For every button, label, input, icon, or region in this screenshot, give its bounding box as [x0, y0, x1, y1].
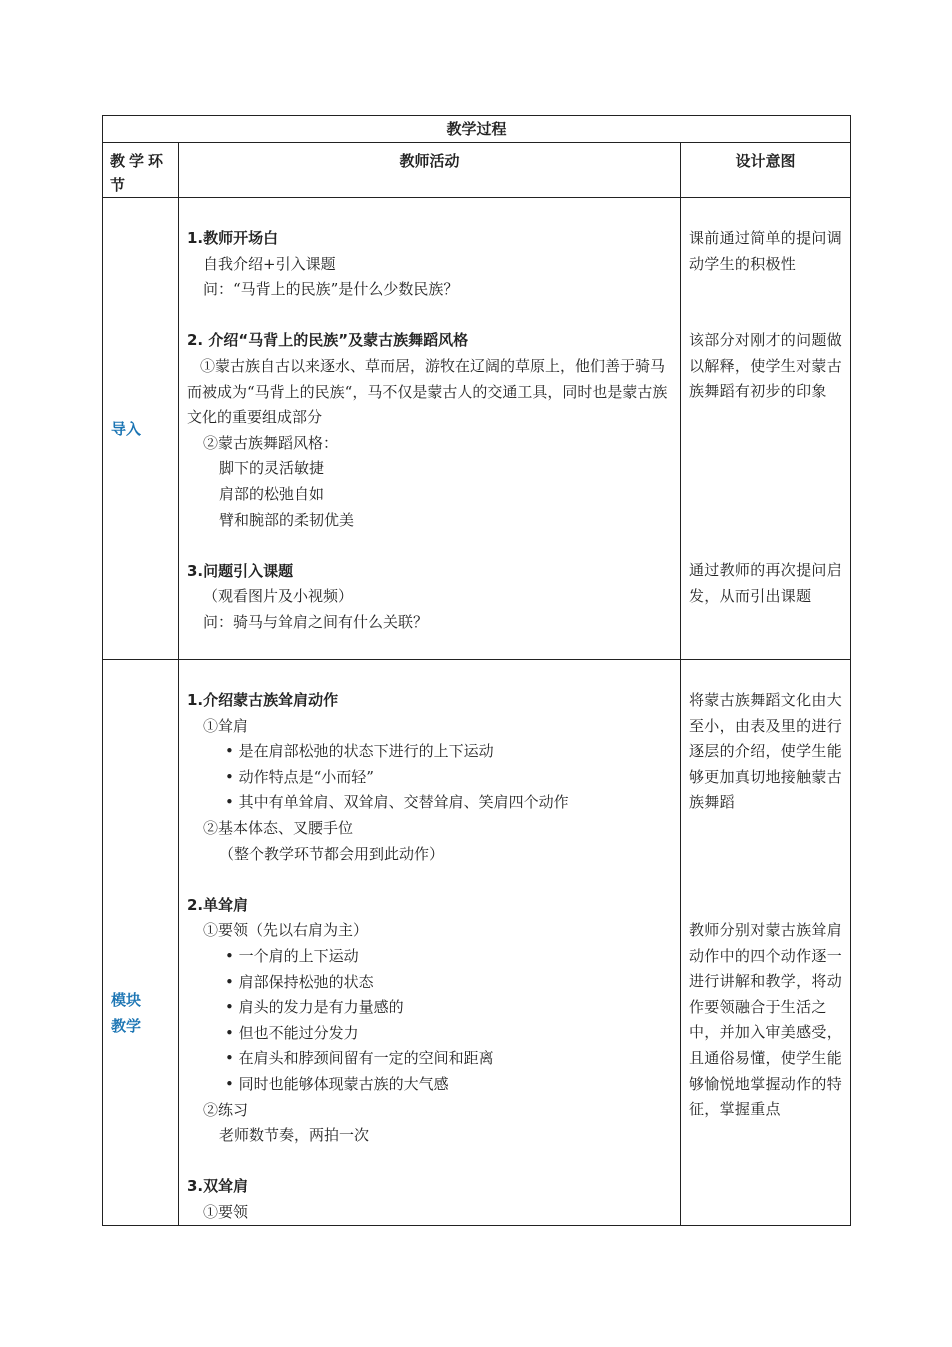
item-subtitle: ②基本体态、叉腰手位 — [203, 818, 354, 837]
header-activity: 教师活动 — [179, 143, 681, 198]
intent-text: 课前通过简单的提问调动学生的积极性 — [689, 229, 843, 273]
item-line: （观看图片及小视频） — [203, 587, 354, 606]
item-subtitle: ①要领 — [203, 1202, 249, 1221]
header-stage: 教学环节 — [103, 143, 179, 198]
item-paragraph: ①蒙古族自古以来逐水、草而居，游牧在辽阔的草原上，他们善于骑马而被成为“马背上的民族“，马不仅是蒙古人的交通工具，同时也是蒙古族文化的重要组成部分 — [187, 356, 668, 427]
bullet-item: • 肩头的发力是有力量感的 — [187, 995, 674, 1021]
header-intent: 设计意图 — [681, 143, 851, 198]
bullet-item: • 同时也能够体现蒙古族的大气感 — [187, 1072, 674, 1098]
item-subtitle: ②蒙古族舞蹈风格： — [203, 433, 339, 452]
activity-intro — [179, 198, 681, 660]
bullet-item: • 一个肩的上下运动 — [187, 944, 674, 970]
item-subtitle: ①耸肩 — [203, 716, 249, 735]
item-line: 臂和腕部的柔韧优美 — [219, 510, 355, 529]
intent-text: 教师分别对蒙古族耸肩动作中的四个动作逐一进行讲解和教学，将动作要领融合于生活之中，并加入审美感受，且通俗易懂，使学生能够愉悦地掌握动作的特征，掌握重点 — [689, 921, 843, 1119]
item-subtitle: ②练习 — [203, 1100, 249, 1119]
item-heading: 1.介绍蒙古族耸肩动作 — [187, 691, 339, 709]
bullet-item: • 在肩头和脖颈间留有一定的空间和距离 — [187, 1046, 674, 1072]
item-heading: 2. 介绍“马背上的民族”及蒙古族舞蹈风格 — [187, 331, 469, 350]
item-heading: 2.单耸肩 — [187, 895, 249, 914]
activity-module — [179, 660, 681, 1226]
item-line: 脚下的灵活敏捷 — [219, 459, 325, 478]
bullet-item: • 是在肩部松弛的状态下进行的上下运动 — [187, 739, 674, 765]
stage-module — [103, 660, 179, 1226]
bullet-item: • 但也不能过分发力 — [187, 1021, 674, 1047]
item-line: 肩部的松弛自如 — [219, 484, 325, 503]
intent-text: 该部分对刚才的问题做以解释，使学生对蒙古族舞蹈有初步的印象 — [689, 331, 843, 401]
item-line: 问：“马背上的民族”是什么少数民族？ — [203, 280, 459, 299]
table-title: 教学过程 — [103, 116, 851, 143]
item-line: 自我介绍+引入课题 — [203, 254, 336, 273]
item-heading: 3.双耸肩 — [187, 1177, 249, 1196]
item-subtitle: ①要领（先以右肩为主） — [203, 921, 369, 940]
teaching-process-table — [102, 115, 851, 1226]
bullet-item: • 肩部保持松弛的状态 — [187, 970, 674, 996]
intent-text: 通过教师的再次提问启发，从而引出课题 — [689, 561, 843, 605]
bullet-item: • 其中有单耸肩、双耸肩、交替耸肩、笑肩四个动作 — [187, 790, 674, 816]
intent-module — [681, 660, 851, 1226]
item-line: 问：骑马与耸肩之间有什么关联？ — [203, 612, 429, 631]
item-note: （整个教学环节都会用到此动作） — [219, 844, 445, 863]
intent-text: 将蒙古族舞蹈文化由大至小，由表及里的进行逐层的介绍，使学生能够更加真切地接触蒙古族舞蹈 — [689, 691, 843, 812]
item-note: 老师数节奏，两拍一次 — [219, 1126, 370, 1145]
bullet-item: • 动作特点是“小而轻” — [187, 765, 674, 791]
item-heading: 1.教师开场白 — [187, 229, 279, 247]
item-heading: 3.问题引入课题 — [187, 561, 294, 580]
intent-intro — [681, 198, 851, 660]
stage-intro: 导入 — [103, 198, 179, 660]
stage-module-label: 模块教学 — [111, 990, 142, 1035]
